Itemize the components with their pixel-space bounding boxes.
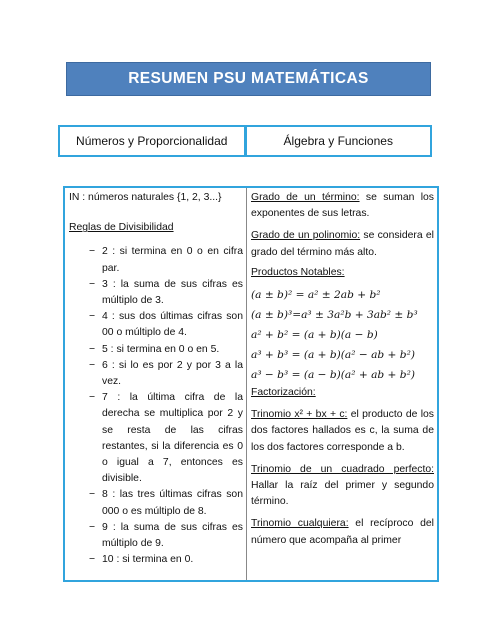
list-item: − 6 : si lo es por 2 y por 3 a la vez. [89, 359, 243, 388]
list-item: − 9 : la suma de sus cifras es múltiplo de 9. [89, 521, 243, 550]
grado-polinomio: Grado de un polinomio: se considera el grado del término más alto. [251, 230, 434, 258]
list-item: − 3 : la suma de sus cifras es múltiplo de 3. [89, 278, 243, 307]
factorizacion-heading: Factorización: [251, 387, 316, 399]
trinomio-cuadrado: Trinomio de un cuadrado perfecto: Hallar la raíz del primer y segundo término. [251, 463, 434, 508]
tab-numeros: Números y Proporcionalidad [58, 125, 246, 157]
formula: (a ± b)² = a² ± 2ab + b² [251, 289, 381, 302]
list-item: − 5 : si termina en 0 o en 5. [89, 343, 220, 355]
divisibility-list [69, 244, 243, 568]
naturales-definition: IN : números naturales {1, 2, 3...} [69, 192, 222, 203]
list-item: − 7 : la última cifra de la derecha se multiplica por 2 y se resta de las cifras restantes, si la diferencia es 0 o igual a 7, entonces es divisible. [89, 392, 243, 485]
divisibility-heading: Reglas de Divisibilidad [69, 222, 174, 234]
formula: (a ± b)³=a³ ± 3a²b + 3ab² ± b³ [251, 309, 418, 322]
list-item: − 2 : si termina en 0 o en cifra par. [89, 246, 243, 274]
formula: a³ − b³ = (a − b)(a² + ab + b²) [251, 369, 415, 382]
list-item: − 10 : si termina en 0. [89, 554, 194, 566]
numeros-column [65, 188, 247, 580]
tab-algebra: Álgebra y Funciones [246, 125, 433, 157]
formula: a³ + b³ = (a + b)(a² − ab + b²) [251, 349, 415, 362]
trinomio-simple: Trinomio x² + bx + c: el producto de los dos factores hallados es c, la suma de los dos factores corresponde a b. [251, 409, 434, 453]
grado-termino: Grado de un término: se suman los exponentes de sus letras. [251, 192, 434, 220]
productos-heading: Productos Notables: [251, 266, 345, 278]
topic-tabs [58, 125, 432, 157]
trinomio-cualquiera: Trinomio cualquiera: el recíproco del número que acompaña al primer [251, 518, 434, 546]
title-banner [66, 62, 431, 96]
page-title: RESUMEN PSU MATEMÁTICAS [128, 70, 369, 87]
formula: a² + b² = (a + b)(a − b) [251, 329, 378, 342]
list-item: − 4 : sus dos últimas cifras son 00 o múltiplo de 4. [89, 311, 243, 339]
content-table [63, 186, 439, 582]
algebra-column [247, 188, 437, 580]
list-item: − 8 : las tres últimas cifras son 000 o es múltiplo de 8. [89, 489, 243, 517]
